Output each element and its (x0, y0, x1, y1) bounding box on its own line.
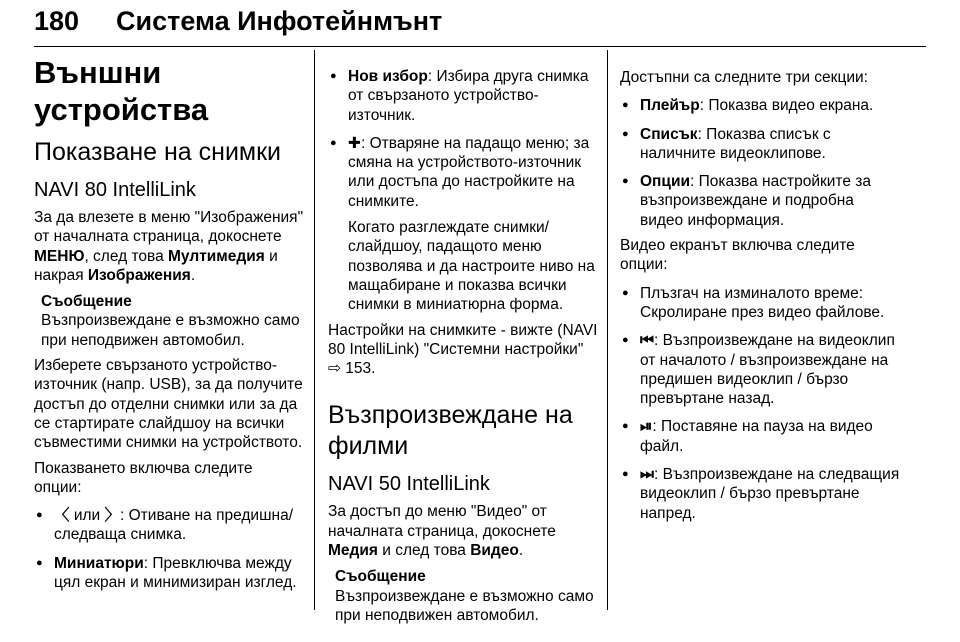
paragraph: За достъп до меню "Видео" от началната страница, докоснете Медия и след това Видео. (328, 503, 556, 560)
list-item: ● Плъзгач на изминалото време: Скролиране през видео файлове. (620, 284, 900, 323)
list-item: ● Нов избор: Избира друга снимка от свързаното устройство-източник. (328, 67, 598, 125)
section-title: Система Инфотейнмънт (116, 6, 443, 36)
chevron-right-icon: 〉 (104, 507, 121, 525)
paragraph: Настройки на снимките - вижте (NAVI 80 IntelliLink) "Системни настройки" ⇨ 153. (328, 321, 598, 378)
list-item: ● ⏭: Възпроизвеждане на следващия видеоклип / бързо превъртане напред. (620, 465, 900, 523)
list-item: ● 〈 или 〉: Отиване на предишна/ следваща снимка. (34, 506, 304, 545)
column-divider (314, 50, 315, 610)
skip-back-icon: ⏮ (640, 332, 654, 350)
heading-external-devices: Външни устройства (34, 55, 209, 127)
list-item: ● Плейър: Показва видео екрана. (620, 96, 900, 115)
note-text: Възпроизвеждане е възможно само при неподвижен автомобил. (41, 312, 300, 349)
header-rule (34, 46, 926, 47)
paragraph: За да влезете в меню "Изображения" от началната страница, докоснете МЕНЮ, след това Мултимедия и накрая Изображения. (34, 209, 304, 284)
column-divider (607, 50, 608, 610)
paragraph: Достъпни са следните три секции: (620, 69, 868, 86)
paragraph: Показването включва следите опции: (34, 459, 253, 496)
list-item: ● Опции: Показва настройките за възпроизвеждане и подробна видео информация. (620, 172, 900, 230)
note-title: Съобщение (335, 568, 426, 586)
play-pause-icon: ⏯ (640, 418, 653, 436)
note-text: Възпроизвеждане е възможно само при неподвижен автомобил. (335, 587, 594, 624)
list-item: ● ✚: Отваряне на падащо меню; за смяна на устройството-източник или достъпа до настройките на снимките. (328, 134, 598, 211)
skip-forward-icon: ⏭ (640, 466, 654, 484)
page-number: 180 (34, 6, 80, 36)
column-1 (34, 50, 304, 592)
column-3 (620, 50, 900, 523)
column-2 (328, 50, 598, 625)
list-item-subtext: Когато разглеждате снимки/ слайдшоу, падащото меню позволява и да настроите ниво на мащабиране и показва всички снимки в миниатюрна форма. (348, 219, 595, 314)
chevron-left-icon: 〈 (54, 507, 70, 525)
note (41, 292, 304, 350)
page-reference-icon: ⇨ (328, 360, 341, 378)
plus-icon: ✚ (348, 134, 361, 152)
heading-model: NAVI 50 IntelliLink (328, 473, 490, 496)
list-item: ● Миниатюри: Превключва между цял екран и минимизиран изглед. (34, 554, 304, 593)
list-item: ● ⏯: Поставяне на пауза на видео файл. (620, 417, 900, 456)
heading-play-movies: Възпроизвеждане на филми (328, 401, 573, 461)
list-item: ● Списък: Показва списък с наличните видеоклипове. (620, 125, 900, 164)
heading-model: NAVI 80 IntelliLink (34, 179, 196, 201)
note-title: Съобщение (41, 293, 132, 311)
page-header (34, 6, 442, 37)
paragraph: Изберете свързаното устройство-източник (напр. USB), за да получите достъп до отделни снимки или за да се стартирате слайдшоу на всички съвместими снимки на устройството. (34, 357, 303, 452)
paragraph: Видео екранът включва следите опции: (620, 237, 855, 274)
heading-show-images: Показване на снимки (34, 138, 282, 166)
list-item: ● ⏮: Възпроизвеждане на видеоклип от началото / възпроизвеждане на предишен видеоклип / бързо превъртане назад. (620, 331, 900, 408)
note (335, 567, 598, 625)
